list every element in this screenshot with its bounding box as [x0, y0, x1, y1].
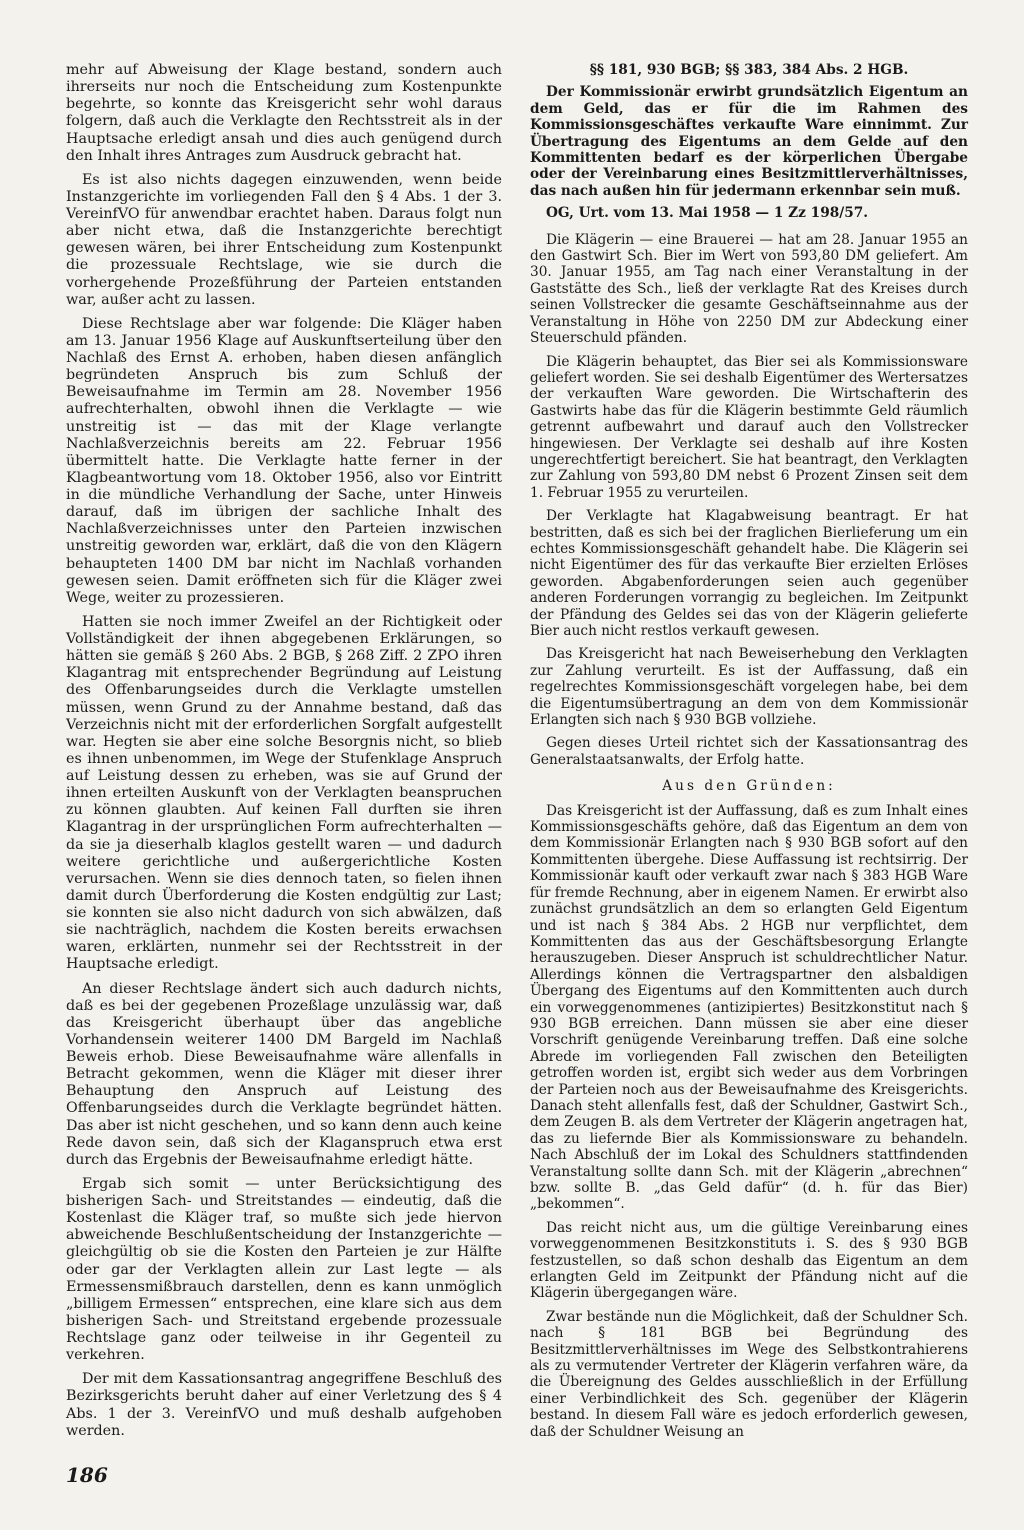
- facts-paragraph: Die Klägerin behauptet, das Bier sei als Kommissionsware geliefert worden. Sie sei deshalb Eigentümer des Wertersatzes der verkauften Ware geworden. Die Wirtschafterin des Gastwirts habe das für die Klägerin bestimmte Geld räumlich getrennt aufbewahrt und darauf auch den Vollstrecker hingewiesen. Der Verklagte sei deshalb auf ihre Kosten ungerechtfertigt bereichert. Sie hat beantragt, den Verklagten zur Zahlung von 593,80 DM nebst 6 Prozent Zinsen seit dem 1. Februar 1955 zu verurteilen.: [530, 353, 968, 501]
- page-number: 186: [66, 1463, 108, 1487]
- left-column: [66, 62, 502, 1447]
- paragraph: Diese Rechtslage aber war folgende: Die Kläger haben am 13. Januar 1956 Klage auf Auskunftserteilung über den Nachlaß des Ernst A. erhoben, haben diesen anfänglich begründeten Anspruch bis zum Schluß der Beweisaufnahme im Termin am 28. November 1956 aufrechterhalten, obwohl ihnen die Verklagte — wie unstreitig ist — das mit der Klage verlangte Nachlaßverzeichnis bereits am 22. Februar 1956 übermittelt hatte. Die Verklagte hatte ferner in der Klagbeantwortung vom 18. Oktober 1956, also vor Eintritt in die mündliche Verhandlung der Sache, unter Hinweis darauf, daß im übrigen der sachliche Inhalt des Nachlaßverzeichnisses unter den Parteien inzwischen unstreitig geworden war, erklärt, daß die von den Klägern behaupteten 1400 DM bar nicht im Nachlaß vorhanden gewesen seien. Damit eröffneten sich für die Kläger zwei Wege, weiter zu prozessieren.: [66, 315, 502, 606]
- facts-paragraph: Gegen dieses Urteil richtet sich der Kassationsantrag des Generalstaatsanwalts, der Erfolg hatte.: [530, 735, 968, 768]
- reasons-heading: Aus den Gründen:: [662, 778, 836, 795]
- paragraph: Der mit dem Kassationsantrag angegriffene Beschluß des Bezirksgerichts beruht daher auf einer Verletzung des § 4 Abs. 1 der 3. VereinfVO und muß deshalb aufgehoben werden.: [66, 1371, 502, 1439]
- facts-paragraph: Die Klägerin — eine Brauerei — hat am 28. Januar 1955 an den Gastwirt Sch. Bier im Wert von 593,80 DM geliefert. Am 30. Januar 1955, am Tag nach einer Veranstaltung in der Gaststätte des Sch., ließ der verklagte Rat des Kreises durch seinen Vollstrecker die gesamte Geschäftseinnahme aus der Veranstaltung in Höhe von 2250 DM zur Abdeckung einer Steuerschuld pfänden.: [530, 231, 968, 347]
- reasons-paragraph: Zwar bestände nun die Möglichkeit, daß der Schuldner Sch. nach § 181 BGB bei Begründung des Besitzmittlerverhältnisses im Wege des Selbstkontrahierens als zu vermutender Vertreter der Klägerin verfahren wäre, da die Übereignung des Geldes ausschließlich in der Erfüllung einer Verbindlichkeit des Sch. gegenüber der Klägerin bestand. In diesem Fall wäre es jedoch erforderlich gewesen, daß der Schuldner Weisung an: [530, 1308, 968, 1440]
- paragraph: Es ist also nichts dagegen einzuwenden, wenn beide Instanzgerichte im vorliegenden Fall den § 4 Abs. 1 der 3. VereinfVO für anwendbar erachtet haben. Daraus folgt nun aber nicht etwa, daß die Instanzgerichte berechtigt gewesen wären, bei ihrer Entscheidung zum Kostenpunkt die prozessuale Rechtslage, wie sie durch die vorhergehende Prozeßführung der Parteien entstanden war, außer acht zu lassen.: [66, 171, 502, 308]
- paragraph: mehr auf Abweisung der Klage bestand, sondern auch ihrerseits nur noch die Entscheidung zum Kostenpunkte begehrte, so konnte das Kreisgericht sehr wohl daraus folgern, daß auch die Verklagte den Rechtsstreit als in der Hauptsache erledigt ansah und dies auch genügend durch den Inhalt ihres Antrages zum Ausdruck gebracht hat.: [66, 62, 502, 164]
- facts-paragraph: Der Verklagte hat Klagabweisung beantragt. Er hat bestritten, daß es sich bei der fraglichen Bierlieferung um ein echtes Kommissionsgeschäft gehandelt habe. Die Klägerin sei nicht Eigentümer des für das verkaufte Bier erzielten Erlöses geworden. Abgabenforderungen seien auch gegenüber anderen Forderungen vorrangig zu begleichen. Im Zeitpunkt der Pfändung des Geldes sei das von der Klägerin gelieferte Bier auch nicht restlos verkauft gewesen.: [530, 508, 968, 639]
- paragraph: Hatten sie noch immer Zweifel an der Richtigkeit oder Vollständigkeit der ihnen abgegebenen Erklärungen, so hätten sie gemäß § 260 Abs. 2 BGB, § 268 Ziff. 2 ZPO ihren Klagantrag mit entsprechender Begründung auf Leistung des Offenbarungseides durch die Verklagte umstellen müssen, wenn Grund zu der Annahme bestand, daß das Verzeichnis nicht mit der erforderlichen Sorgfalt aufgestellt war. Hegten sie aber eine solche Besorgnis nicht, so blieb es ihnen unbenommen, im Wege der Stufenklage Anspruch auf Leistung dessen zu erheben, was sie auf Grund der ihnen erteilten Auskunft von der Verklagten beanspruchen zu können glaubten. Auf keinen Fall durften sie ihren Klagantrag in der ursprünglichen Form aufrechterhalten — da sie ja dieserhalb klaglos gestellt waren — und dadurch weitere gerichtliche und außergerichtliche Kosten verursachen. Wenn sie dies dennoch taten, so fielen ihnen damit durch Überforderung die Kosten endgültig zur Last; sie konnten sie also nicht dadurch von sich abwälzen, daß sie nachträglich, nachdem die Kosten bereits erwachsen waren, erklärten, nunmehr sei der Rechtsstreit in der Hauptsache erledigt.: [66, 613, 502, 973]
- headnote: Der Kommissionär erwirbt grundsätzlich Eigentum an dem Geld, das er für die im Rahmen des Kommissionsgeschäftes verkaufte Ware einnimmt. Zur Übertragung des Eigentums an dem Gelde auf den Kommittenten bedarf es der körperlichen Übergabe oder der Vereinbarung eines Besitzmittlerverhältnisses, das nach außen hin für jedermann erkennbar sein muß.: [530, 84, 968, 199]
- reasons-paragraph: Das Kreisgericht ist der Auffassung, daß es zum Inhalt eines Kommissionsgeschäfts gehöre, daß das Eigentum an dem von dem Kommissionär Erlangten nach § 930 BGB sofort auf den Kommittenten übergehe. Diese Auffassung ist rechtsirrig. Der Kommissionär kauft oder verkauft zwar nach § 383 HGB Ware für fremde Rechnung, aber in eigenem Namen. Er erwirbt also zunächst grundsätzlich an dem so erlangten Geld Eigentum und ist nach § 384 Abs. 2 HGB nur verpflichtet, dem Kommittenten das aus der Geschäftsbesorgung Erlangte herauszugeben. Dieser Anspruch ist schuldrechtlicher Natur. Allerdings können die Vertragspartner den alsbaldigen Übergang des Eigentums auf den Kommittenten auch durch ein vorweggenommenes (antizipiertes) Besitzkonstitut nach § 930 BGB erreichen. Dann müssen sie aber eine dieser Vorschrift genügende Vereinbarung treffen. Daß eine solche Abrede im vorliegenden Fall zwischen den Beteiligten getroffen worden ist, ergibt sich weder aus dem Vorbringen der Parteien noch aus der Beweisaufnahme des Kreisgerichts. Danach steht allenfalls fest, daß der Schuldner, Gastwirt Sch., dem Zeugen B. als dem Vertreter der Klägerin angetragen hat, das zu liefernde Bier als Kommissionsware zu behandeln. Nach Abschluß der im Lokal des Schuldners stattfindenden Veranstaltung sollte dann Sch. mit der Klägerin „abrechnen“ bzw. sollte B. „das Geld dafür“ (d. h. für das Bier) „bekommen“.: [530, 802, 968, 1213]
- paragraph: Ergab sich somit — unter Berücksichtigung des bisherigen Sach- und Streitstandes — eindeutig, daß die Kostenlast die Kläger traf, so mußte sich jede hiervon abweichende Beschlußentscheidung der Instanzgerichte — gleichgültig ob sie die Kosten den Parteien je zur Hälfte oder gar der Verklagten allein zur Last legte — als Ermessensmißbrauch darstellen, denn es kann unmöglich „billigem Ermessen“ entsprechen, eine klare sich aus dem bisherigen Sach- und Streitstand ergebende prozessuale Rechtslage ganz oder teilweise in ihr Gegenteil zu verkehren.: [66, 1175, 502, 1364]
- reasons-paragraph: Das reicht nicht aus, um die gültige Vereinbarung eines vorweggenommenen Besitzkonstituts i. S. des § 930 BGB festzustellen, so daß schon deshalb das Eigentum an dem erlangten Geld im Zeitpunkt der Pfändung nicht auf die Klägerin übergegangen wäre.: [530, 1219, 968, 1302]
- right-column: [530, 62, 968, 1447]
- statute-heading: §§ 181, 930 BGB; §§ 383, 384 Abs. 2 HGB.: [589, 62, 909, 78]
- paragraph: An dieser Rechtslage ändert sich auch dadurch nichts, daß es bei der gegebenen Prozeßlage unzulässig war, daß das Kreisgericht überhaupt über das angebliche Vorhandensein weiterer 1400 DM Bargeld im Nachlaß Beweis erhob. Diese Beweisaufnahme wäre allenfalls in Betracht gekommen, wenn die Kläger mit dieser ihrer Behauptung den Anspruch auf Leistung des Offenbarungseides durch die Verklagte begründet hätten. Das aber ist nicht geschehen, und so kann denn auch keine Rede davon sein, daß sich der Klaganspruch etwa erst durch das Ergebnis der Beweisaufnahme erledigt hätte.: [66, 980, 502, 1168]
- facts-paragraph: Das Kreisgericht hat nach Beweiserhebung den Verklagten zur Zahlung verurteilt. Es ist der Auffassung, daß ein regelrechtes Kommissionsgeschäft vorgelegen habe, bei dem die Eigentumsübertragung an dem von dem Kommissionär Erlangten sich nach § 930 BGB vollziehe.: [530, 646, 968, 729]
- court-citation: OG, Urt. vom 13. Mai 1958 — 1 Zz 198/57.: [546, 205, 869, 222]
